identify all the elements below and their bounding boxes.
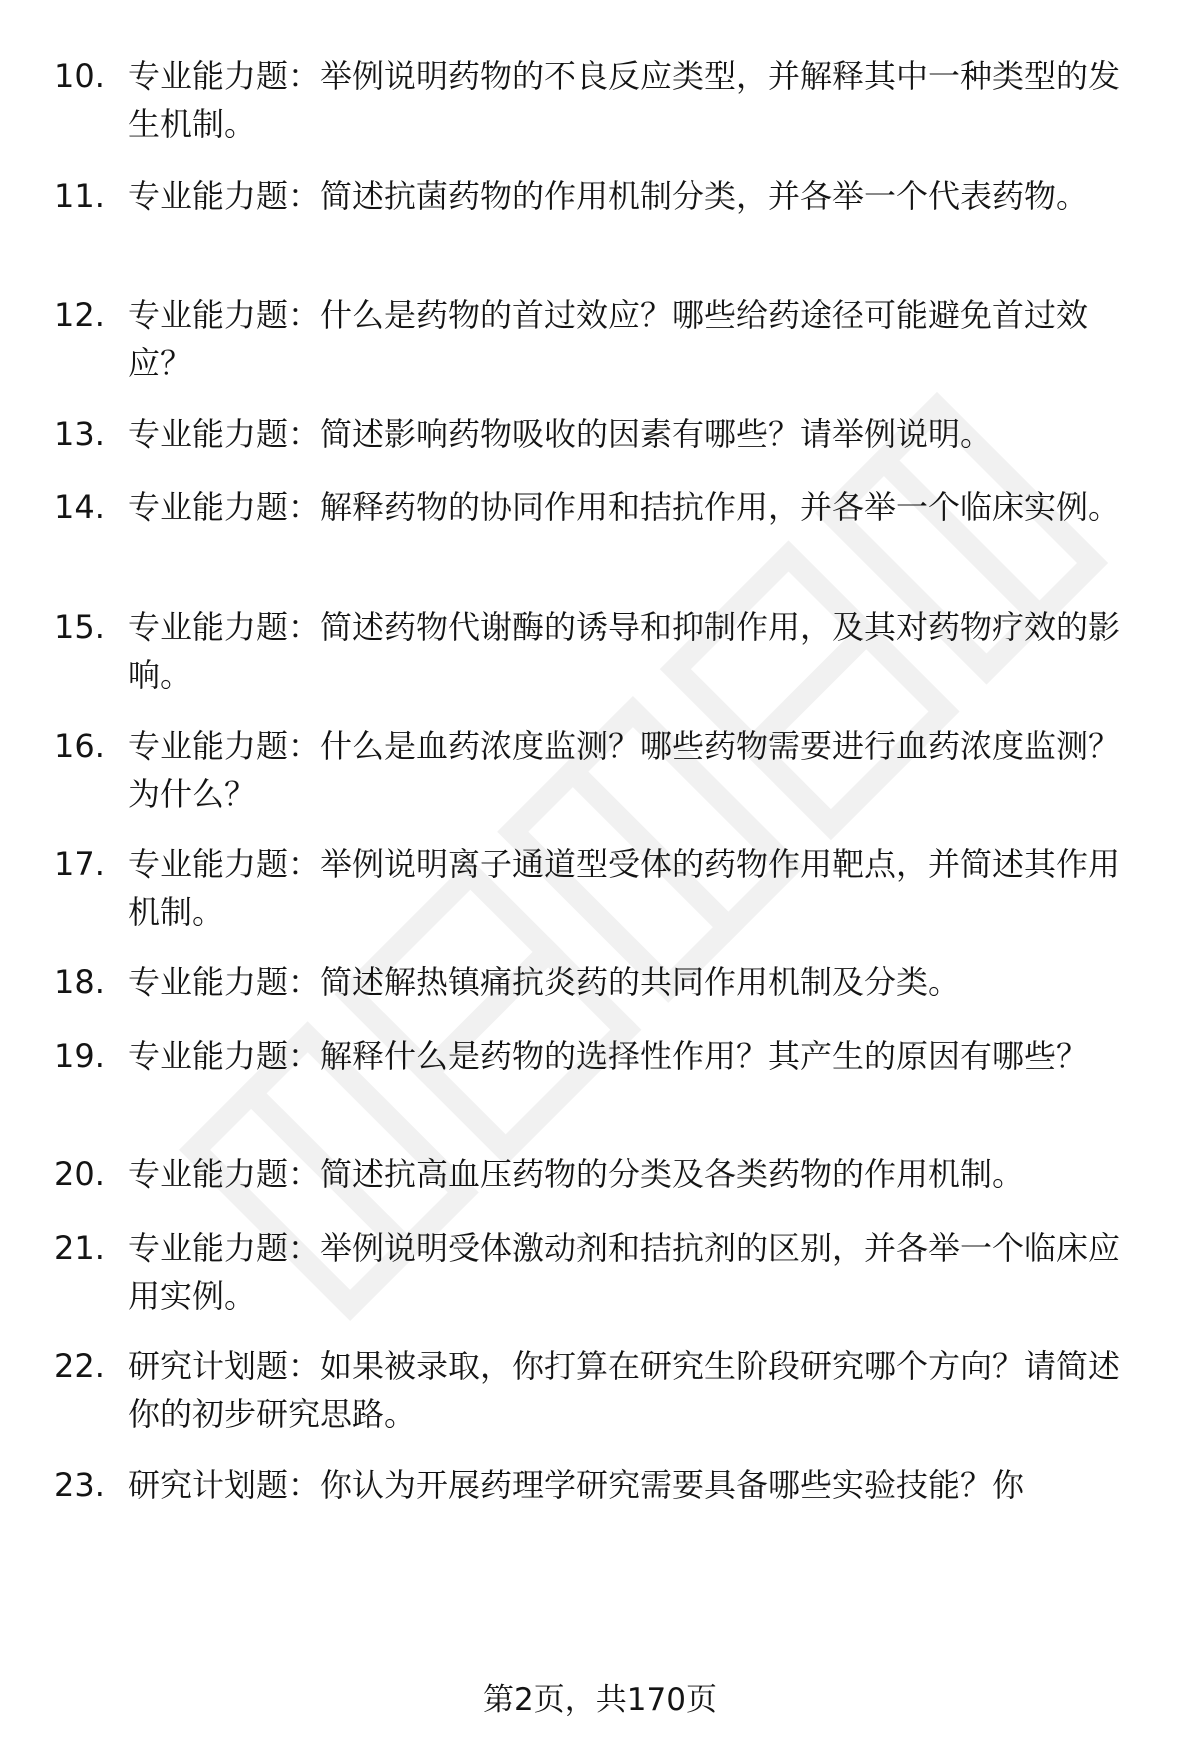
question-number: 18.: [54, 963, 105, 1001]
question-number: 16.: [54, 727, 105, 765]
question-number: 14.: [54, 488, 105, 526]
question-text: 研究计划题：如果被录取，你打算在研究生阶段研究哪个方向？请简述你的初步研究思路。: [128, 1347, 1121, 1433]
question-text: 专业能力题：举例说明受体激动剂和拮抗剂的区别，并各举一个临床应用实例。: [128, 1229, 1121, 1315]
question-text: 专业能力题：什么是药物的首过效应？哪些给药途径可能避免首过效应？: [128, 296, 1089, 382]
question-text: 专业能力题：解释药物的协同作用和拮抗作用，并各举一个临床实例。: [128, 488, 1121, 526]
question-number: 20.: [54, 1155, 105, 1193]
page-indicator: 第2页，共170页: [483, 1682, 717, 1718]
question-number: 17.: [54, 845, 105, 883]
question-text: 研究计划题：你认为开展药理学研究需要具备哪些实验技能？你: [128, 1466, 1025, 1504]
question-text: 专业能力题：简述影响药物吸收的因素有哪些？请举例说明。: [128, 415, 993, 453]
question-text: 专业能力题：简述抗高血压药物的分类及各类药物的作用机制。: [128, 1155, 1025, 1193]
question-number: 13.: [54, 415, 105, 453]
question-text: 专业能力题：简述药物代谢酶的诱导和抑制作用，及其对药物疗效的影响。: [128, 608, 1121, 694]
question-text: 专业能力题：简述解热镇痛抗炎药的共同作用机制及分类。: [128, 963, 961, 1001]
question-number: 21.: [54, 1229, 105, 1267]
question-number: 11.: [54, 177, 105, 215]
question-number: 22.: [54, 1347, 105, 1385]
question-number: 12.: [54, 296, 105, 334]
question-text: 专业能力题：解释什么是药物的选择性作用？其产生的原因有哪些？: [128, 1037, 1089, 1075]
question-text: 专业能力题：举例说明药物的不良反应类型，并解释其中一种类型的发生机制。: [128, 57, 1121, 143]
question-text: 专业能力题：举例说明离子通道型受体的药物作用靶点，并简述其作用机制。: [128, 845, 1121, 931]
question-number: 23.: [54, 1466, 105, 1504]
question-text: 专业能力题：简述抗菌药物的作用机制分类，并各举一个代表药物。: [128, 177, 1089, 215]
question-number: 15.: [54, 608, 105, 646]
question-number: 19.: [54, 1037, 105, 1075]
question-number: 10.: [54, 57, 105, 95]
question-text: 专业能力题：什么是血药浓度监测？哪些药物需要进行血药浓度监测？为什么？: [128, 727, 1121, 813]
